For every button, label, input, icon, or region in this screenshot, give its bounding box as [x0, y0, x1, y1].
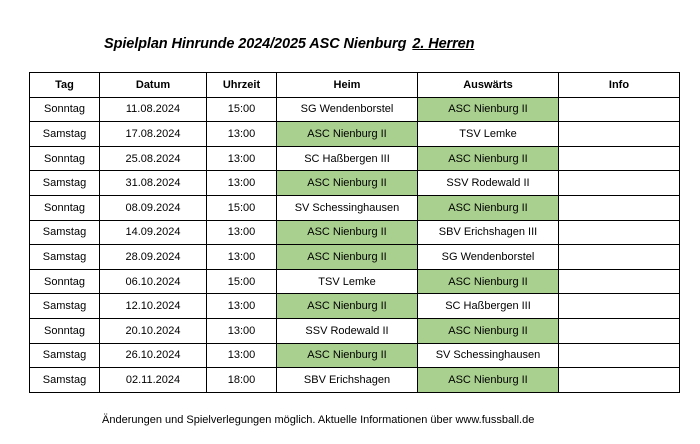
- cell-uhrzeit: 13:00: [207, 146, 277, 171]
- cell-heim: TSV Lemke: [277, 269, 418, 294]
- cell-datum: 20.10.2024: [100, 318, 207, 343]
- cell-heim: SG Wendenborstel: [277, 97, 418, 122]
- schedule-table: [29, 72, 680, 393]
- cell-heim: SSV Rodewald II: [277, 318, 418, 343]
- cell-uhrzeit: 15:00: [207, 195, 277, 220]
- cell-info: [559, 97, 680, 122]
- cell-heim: SV Schessinghausen: [277, 195, 418, 220]
- title-team: 2. Herren: [412, 36, 475, 52]
- cell-tag: Sonntag: [30, 269, 100, 294]
- cell-info: [559, 195, 680, 220]
- cell-info: [559, 368, 680, 393]
- cell-heim: ASC Nienburg II: [277, 343, 418, 368]
- cell-uhrzeit: 13:00: [207, 318, 277, 343]
- cell-auswaerts: ASC Nienburg II: [418, 146, 559, 171]
- cell-tag: Samstag: [30, 245, 100, 270]
- cell-heim: SBV Erichshagen: [277, 368, 418, 393]
- cell-tag: Samstag: [30, 368, 100, 393]
- cell-heim: ASC Nienburg II: [277, 171, 418, 196]
- cell-auswaerts: ASC Nienburg II: [418, 269, 559, 294]
- cell-info: [559, 122, 680, 147]
- cell-datum: 14.09.2024: [100, 220, 207, 245]
- cell-datum: 26.10.2024: [100, 343, 207, 368]
- cell-info: [559, 171, 680, 196]
- cell-heim: ASC Nienburg II: [277, 220, 418, 245]
- cell-tag: Samstag: [30, 171, 100, 196]
- cell-datum: 31.08.2024: [100, 171, 207, 196]
- cell-uhrzeit: 13:00: [207, 245, 277, 270]
- table-row: [30, 97, 680, 122]
- cell-auswaerts: TSV Lemke: [418, 122, 559, 147]
- cell-auswaerts: ASC Nienburg II: [418, 318, 559, 343]
- cell-datum: 28.09.2024: [100, 245, 207, 270]
- table-row: [30, 294, 680, 319]
- header-tag: Tag: [30, 73, 100, 98]
- table-row: [30, 269, 680, 294]
- cell-heim: SC Haßbergen III: [277, 146, 418, 171]
- cell-tag: Sonntag: [30, 318, 100, 343]
- cell-uhrzeit: 15:00: [207, 97, 277, 122]
- table-row: [30, 195, 680, 220]
- title-main: Spielplan Hinrunde 2024/2025 ASC Nienburg: [104, 36, 407, 52]
- cell-datum: 25.08.2024: [100, 146, 207, 171]
- table-row: [30, 245, 680, 270]
- cell-tag: Sonntag: [30, 146, 100, 171]
- table-row: [30, 343, 680, 368]
- header-uhrzeit: Uhrzeit: [207, 73, 277, 98]
- cell-info: [559, 220, 680, 245]
- cell-info: [559, 318, 680, 343]
- table-row: [30, 171, 680, 196]
- header-datum: Datum: [100, 73, 207, 98]
- cell-tag: Samstag: [30, 122, 100, 147]
- cell-uhrzeit: 13:00: [207, 220, 277, 245]
- cell-datum: 12.10.2024: [100, 294, 207, 319]
- cell-auswaerts: ASC Nienburg II: [418, 195, 559, 220]
- cell-uhrzeit: 13:00: [207, 343, 277, 368]
- cell-auswaerts: SBV Erichshagen III: [418, 220, 559, 245]
- cell-tag: Samstag: [30, 220, 100, 245]
- cell-datum: 02.11.2024: [100, 368, 207, 393]
- cell-auswaerts: SV Schessinghausen: [418, 343, 559, 368]
- cell-uhrzeit: 13:00: [207, 122, 277, 147]
- table-header-row: [30, 73, 680, 98]
- cell-auswaerts: ASC Nienburg II: [418, 97, 559, 122]
- header-heim: Heim: [277, 73, 418, 98]
- footer-note: Änderungen und Spielverlegungen möglich. Aktuelle Informationen über www.fussball.de: [102, 414, 535, 426]
- cell-uhrzeit: 15:00: [207, 269, 277, 294]
- table-row: [30, 220, 680, 245]
- cell-auswaerts: SSV Rodewald II: [418, 171, 559, 196]
- table-row: [30, 146, 680, 171]
- cell-uhrzeit: 13:00: [207, 171, 277, 196]
- cell-uhrzeit: 18:00: [207, 368, 277, 393]
- cell-info: [559, 343, 680, 368]
- cell-tag: Sonntag: [30, 97, 100, 122]
- header-info: Info: [559, 73, 680, 98]
- table-row: [30, 368, 680, 393]
- cell-info: [559, 269, 680, 294]
- cell-info: [559, 245, 680, 270]
- cell-datum: 17.08.2024: [100, 122, 207, 147]
- cell-datum: 08.09.2024: [100, 195, 207, 220]
- cell-uhrzeit: 13:00: [207, 294, 277, 319]
- cell-auswaerts: SC Haßbergen III: [418, 294, 559, 319]
- cell-heim: ASC Nienburg II: [277, 294, 418, 319]
- cell-heim: ASC Nienburg II: [277, 122, 418, 147]
- cell-datum: 06.10.2024: [100, 269, 207, 294]
- page-title: [104, 36, 474, 52]
- table-row: [30, 318, 680, 343]
- cell-heim: ASC Nienburg II: [277, 245, 418, 270]
- cell-info: [559, 294, 680, 319]
- cell-datum: 11.08.2024: [100, 97, 207, 122]
- header-auswaerts: Auswärts: [418, 73, 559, 98]
- cell-info: [559, 146, 680, 171]
- cell-tag: Samstag: [30, 343, 100, 368]
- cell-auswaerts: ASC Nienburg II: [418, 368, 559, 393]
- table-row: [30, 122, 680, 147]
- cell-tag: Samstag: [30, 294, 100, 319]
- cell-auswaerts: SG Wendenborstel: [418, 245, 559, 270]
- cell-tag: Sonntag: [30, 195, 100, 220]
